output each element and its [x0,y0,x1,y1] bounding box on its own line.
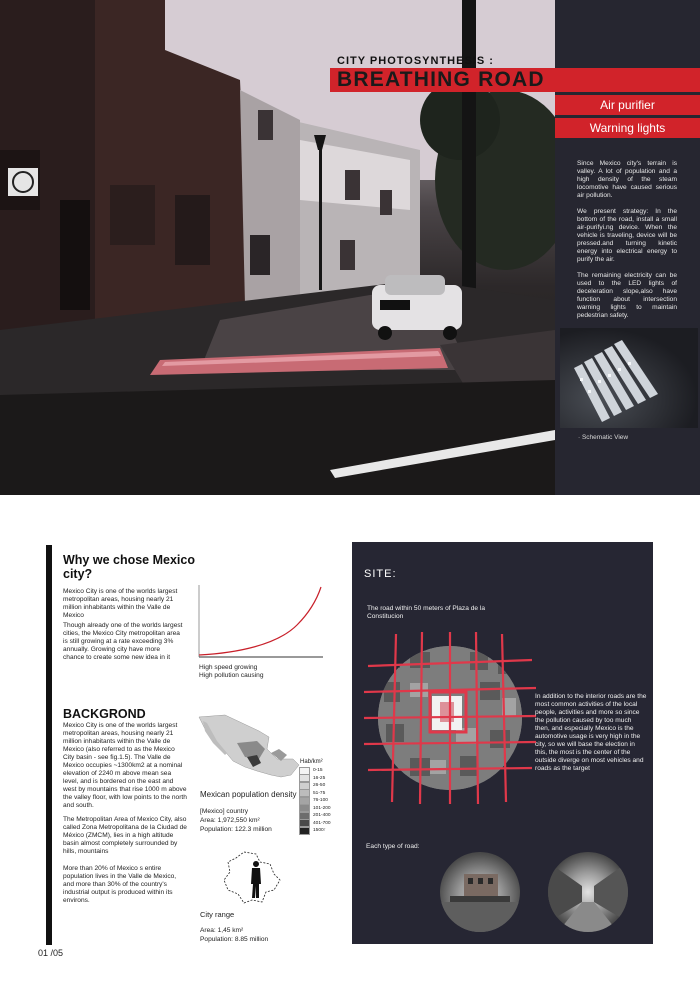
background-paragraph-3: More than 20% of Mexico s entire population lives in the Valle de Mexico, and more than 30% of the country's industrial output is produced within its environs. [63,865,177,904]
country-population: Population: 122.3 million [200,826,272,833]
legend-label: 26-50 [313,783,326,789]
country-label: [Mexico] country [200,808,249,815]
site-description: In addition to the interior roads are the most common activities of the local people, activities and more so since the pollution caused by too much then, and especially Mexico is the automotive usage is very high in the city, so we will base the election in this, the most is the center of the outside diverge on most vehicles and roads as the target [535,693,647,772]
city-population: Population: 8.85 million [200,936,269,943]
site-caption: The road within 50 meters of Plaza de la Constitucion [367,605,486,620]
density-legend-title: Hab/km² [300,759,323,765]
legend-label: 401-700 [313,820,331,826]
legend-label: 51-75 [313,790,326,796]
legend-label: 16-25 [313,775,326,781]
curve-caption-2: High pollution causing [199,672,264,679]
curve-caption-1: High speed growing [199,664,258,671]
panel-paragraph-2: We present strategy: In the bottom of the road, install a small air-purifyi.ng device. When the vehicle is traveling, device will be pressed.and turning kinetic energy into electrical energy to purify the air. [577,208,677,263]
city-outline-svg [222,850,282,905]
legend-label: 0-15 [313,768,323,774]
page-subtitle: CITY PHOTOSYNTHESIS : [337,55,494,67]
growth-curve [197,585,325,660]
country-area: Area: 1,972,550 km² [200,817,260,824]
mexico-map-svg [197,713,302,788]
legend-label: 101-200 [313,805,331,811]
tag-air-purifier: Air purifier [555,95,700,115]
road-types-label: Each type of road: [366,843,420,850]
density-legend [299,767,331,835]
road-type-photo-1 [440,852,520,932]
schematic-image [560,328,698,428]
road-photo-2-svg [548,852,628,932]
legend-label: 201-400 [313,813,331,819]
growth-curve-svg [197,585,325,660]
background-heading: BACKGROND [63,707,146,721]
page-title: BREATHING ROAD [337,68,545,91]
site-title: SITE: [364,568,397,580]
why-heading: Why we chose Mexico city? [63,553,195,581]
schematic-caption: · Schematic View [578,434,629,441]
led-strips-illustration [560,328,698,428]
why-paragraph-1: Mexico City is one of the worlds largest metropolitan areas, housing nearly 21 million inhabitants within the Valle de Mexico [63,588,178,619]
road-type-photo-2 [548,852,628,932]
why-paragraph-2: Though already one of the worlds largest cities, the Mexico City metropolitan area is still growing at a rate exceeding 3% annually. Growing city have more chance to create some new idea in it [63,622,183,661]
legend-swatch [299,827,310,835]
title-bar-extension [555,68,700,92]
section-divider-bar [46,545,52,945]
page-number: 01 /05 [38,948,64,958]
background-paragraph-1: Mexico City is one of the worlds largest metropolitan areas, housing nearly 21 million inhabitants within the Valle de Mexico (also referred to as the Mexico City basin - see fig.1.5). The Valle de Mexico occupies ~1300km2 at a nominal elevation of 2240 m above mean sea level, and is bordered on the east and west by mountains that rise 1000 m above the valley floor, with low points to the north and south. [63,722,187,809]
panel-paragraph-1: Since Mexico city's terrain is valley. A lot of population and a high density of the steam locomotive have caused serious air pollution. [577,160,677,199]
road-grid-svg [362,630,538,806]
road-grid-overlay [362,630,538,806]
road-photo-1-svg [440,852,520,932]
city-area: Area: 1,45 km² [200,927,244,934]
city-caption: City range [200,910,235,919]
density-caption: Mexican population density [200,790,297,799]
legend-row [299,827,331,835]
background-paragraph-2: The Metropolitan Area of Mexico City, also called Zona Metropolitana de la Ciudad de México (ZMCM), lies in a high altitude basin almost completely surrounded by hills, mountains [63,816,187,855]
legend-label: 76-100 [313,798,328,804]
tag-warning-lights: Warning lights [555,118,700,138]
city-range-map [222,850,282,905]
legend-label: 1500↑ [313,828,327,834]
mexico-density-map [197,713,302,788]
panel-paragraph-3: The remaining electricity can be used to the LED lights of deceleration slope,also have function about intersection warning lights to maintain pedestrian safety. [577,272,677,319]
